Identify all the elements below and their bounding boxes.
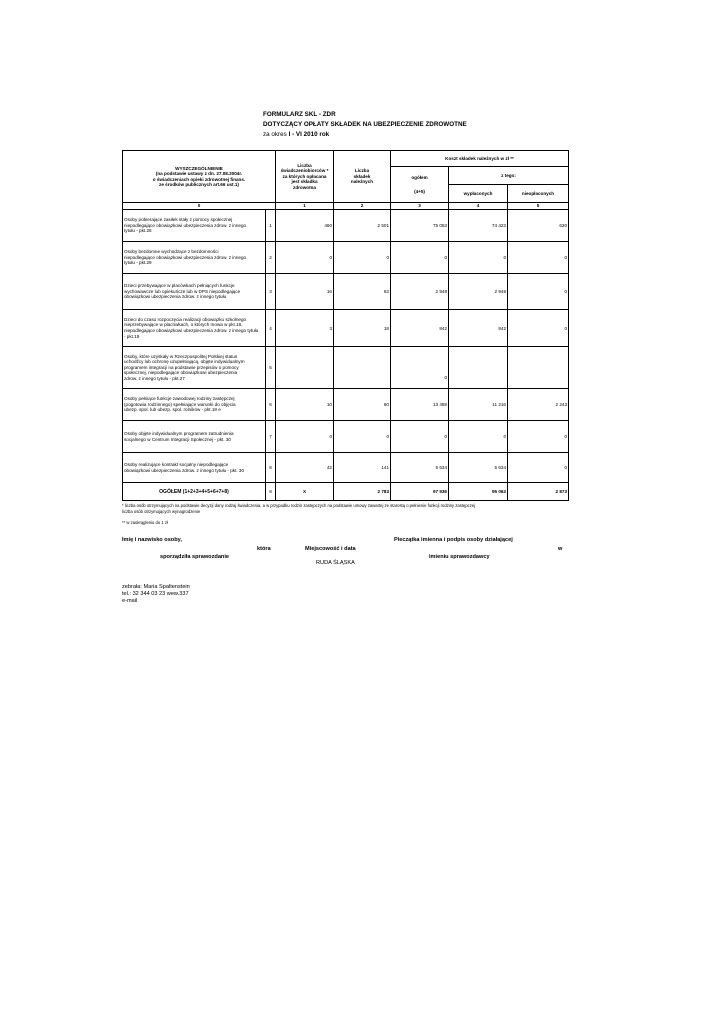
- cell-beneficiaries: [276, 347, 334, 389]
- row-desc-line: Dzieci do czasu rozpoczęcia realizacji obowiązku szkolnego: [124, 316, 247, 322]
- col-header-cost: Koszt składek należnych w zł **: [391, 151, 569, 167]
- row-desc-line: niepodlegające obowiązkowi ubezpieczenia zdrow. z innego: [124, 254, 247, 260]
- footnote-line: * liczba osób otrzymujących na podstawie decyzji dany rodzaj świadczenia, a w przypadku rodzin zastępczych na podstawie umowy zawartej ze starostą o pełnienie funkcji rodziny zastępczej: [122, 503, 476, 508]
- cell-unpaid: [508, 347, 569, 389]
- total-paid: 95 063: [449, 483, 508, 501]
- row-desc-line: uchodźcy lub ochronę uzupełniającą, objęte indywidualnym: [124, 359, 245, 365]
- table-row: [123, 210, 569, 242]
- contact-block: [122, 584, 190, 605]
- row-desc-line: Osoby bezdomne wychodzące z bezdomności: [124, 249, 219, 255]
- total-unpaid: 2 873: [508, 483, 569, 501]
- prepared-by: zebrała: Maria Spaltenstein: [122, 584, 190, 590]
- name-label: Imię i nazwisko osoby,: [122, 537, 182, 543]
- cell-contributions: 2 501: [334, 210, 391, 242]
- index-cell: 2: [334, 203, 391, 210]
- col-header-line: Liczba: [354, 168, 370, 174]
- col-header-beneficiaries: [276, 151, 334, 203]
- cell-total: 842: [391, 310, 449, 347]
- col-header-total: [391, 167, 449, 203]
- row-desc-line: socjalnego w Centrum Integracji Społecznej - pkt. 30: [124, 436, 231, 442]
- place-date-label: Miejscowość i data: [305, 546, 356, 552]
- row-desc-line: - pkt.19: [124, 333, 140, 339]
- footnote-line: liczba osób otrzymujących wynagrodzenie: [122, 508, 201, 514]
- footnote-rounding: ** w zaokrągleniu do 1 zł: [122, 520, 168, 525]
- cell-paid: 0: [449, 242, 508, 274]
- row-desc-line: Osoby, które uzyskały w Rzeczpospolitej Polskiej status: [124, 353, 238, 359]
- col-header-desc-line: ze środków publicznych art.66 ust.1): [159, 181, 239, 187]
- period-value: I - VI 2010 rok: [288, 131, 330, 138]
- row-desc-line: Osoby objęte indywidualnym programem zatrudnienia: [124, 430, 234, 436]
- form-subtitle: DOTYCZĄCY OPŁATY SKŁADEK NA UBEZPIECZENIE ZDROWOTNE: [263, 121, 467, 128]
- stamp-label-2: imieniu sprawozdawcy: [429, 554, 490, 560]
- cell-contributions: 63: [334, 274, 391, 310]
- cell-unpaid: 0: [508, 242, 569, 274]
- cell-paid: 2 948: [449, 274, 508, 310]
- row-desc-line: wychowawcze lub opiekuńcze lub w DPS niepodlegające: [124, 288, 241, 294]
- row-description: [123, 242, 266, 274]
- col-header-desc-line: (na podstawie ustawy z dn. 27.08.2004r.: [155, 171, 243, 177]
- row-number: 6: [266, 389, 276, 421]
- col-header-desc-line: o świadczeniach opieki zdrowotnej finans.: [152, 176, 246, 182]
- contributions-table: [122, 150, 569, 501]
- place-value: RUDA ŚLĄSKA: [316, 560, 355, 566]
- index-cell: 0: [123, 203, 276, 210]
- cell-contributions: 18: [334, 310, 391, 347]
- row-desc-line: zdrow. z innego tytułu - pkt.27: [124, 375, 185, 381]
- row-description: [123, 421, 266, 453]
- cell-contributions: 60: [334, 389, 391, 421]
- table-row: [123, 421, 569, 453]
- cell-total: 75 053: [391, 210, 449, 242]
- row-desc-line: ubezp. spol. lub ubezp. spol. rolników - pkt.18 e: [124, 407, 221, 413]
- row-description: [123, 310, 266, 347]
- cell-paid: 11 216: [449, 389, 508, 421]
- which-label: która: [257, 546, 271, 552]
- table-row: [123, 389, 569, 421]
- col-header-line: świadczeniobiorców *: [280, 168, 329, 174]
- cell-unpaid: 2 243: [508, 389, 569, 421]
- prepared-label: sporządziła sprawozdanie: [160, 554, 230, 560]
- cell-paid: 74 423: [449, 210, 508, 242]
- total-cost: 97 936: [391, 483, 449, 501]
- cell-paid: 5 634: [449, 453, 508, 483]
- row-desc-line: Osoby pełniące funkcje zawodowej rodziny zastępczej: [124, 396, 235, 402]
- cell-unpaid: 0: [508, 453, 569, 483]
- total-beneficiaries: X: [276, 483, 334, 501]
- cell-paid: 0: [449, 421, 508, 453]
- cell-contributions: 0: [334, 421, 391, 453]
- cell-beneficiaries: 10: [276, 389, 334, 421]
- index-cell: 3: [391, 203, 449, 210]
- col-header-contributions: [334, 151, 391, 203]
- row-number: 2: [266, 242, 276, 274]
- col-header-description: [123, 151, 276, 203]
- col-header-line: zdrowotna: [293, 184, 316, 190]
- row-number: 1: [266, 210, 276, 242]
- cell-total: 0: [391, 242, 449, 274]
- col-header-line: składek: [353, 173, 371, 179]
- cell-total: 0: [391, 421, 449, 453]
- cell-contributions: [334, 347, 391, 389]
- row-desc-line: niepodlegające obowiązkowi ubezpieczenia zdrow. z innego tytułu: [124, 328, 259, 333]
- row-number: 7: [266, 421, 276, 453]
- row-description: [123, 347, 266, 389]
- period-prefix: za okres: [263, 131, 287, 138]
- col-header-line: Liczba: [297, 162, 312, 168]
- index-cell: 5: [508, 203, 569, 210]
- row-desc-line: Osoby pobierające zasiłek stały z pomocy społecznej: [124, 217, 233, 223]
- row-number: 3: [266, 274, 276, 310]
- cell-unpaid: 0: [508, 274, 569, 310]
- cell-total: 0: [391, 347, 449, 389]
- cell-beneficiaries: 16: [276, 274, 334, 310]
- total-contributions: 2 783: [334, 483, 391, 501]
- cell-beneficiaries: 460: [276, 210, 334, 242]
- total-number: 9: [266, 483, 276, 501]
- row-desc-line: Osoby realizujące kontrakt socjalny niepodlegające: [124, 461, 229, 467]
- col-header-desc-line: WYSZCZEGÓLNIENIE: [175, 165, 223, 171]
- row-number: 4: [266, 310, 276, 347]
- cell-paid: [449, 347, 508, 389]
- cell-beneficiaries: 42: [276, 453, 334, 483]
- col-header-line: ogółem: [411, 175, 428, 181]
- cell-total: 2 948: [391, 274, 449, 310]
- col-header-of-which: z tego:: [449, 167, 569, 185]
- row-number: 8: [266, 453, 276, 483]
- col-header-line: za których opłacana: [282, 173, 327, 179]
- row-desc-line: niepodlegające obowiązkowi ubezpieczenia zdrow. z innego: [124, 222, 247, 228]
- row-desc-line: tytułu - pkt.29: [124, 260, 152, 266]
- index-cell: 1: [276, 203, 334, 210]
- row-desc-line: obowiązkowi ubezpieczenia zdrow. z innego tytułu - pkt. 30: [124, 467, 245, 473]
- row-desc-line: nieprzebywające w placówkach, o których mowa w pkt.18,: [124, 322, 243, 328]
- col-header-line: jest składka: [291, 179, 318, 185]
- cell-total: 5 634: [391, 453, 449, 483]
- row-desc-line: tytułu - pkt.26: [124, 228, 152, 234]
- col-header-unpaid: nieopłaconych: [508, 185, 569, 203]
- cell-paid: 842: [449, 310, 508, 347]
- cell-unpaid: 0: [508, 421, 569, 453]
- row-desc-line: Dzieci przebywające w placówkach pełniących funkcje: [124, 283, 235, 289]
- period-line: [263, 130, 329, 139]
- cell-beneficiaries: 0: [276, 421, 334, 453]
- col-header-line: należnych: [350, 179, 374, 185]
- row-desc-line: obowiązkowi ubezpieczenia zdrow. z innego tytułu: [124, 294, 227, 300]
- cell-beneficiaries: 0: [276, 242, 334, 274]
- row-description: [123, 210, 266, 242]
- col-header-paid: wypłaconych: [449, 185, 508, 203]
- table-row: [123, 274, 569, 310]
- index-cell: 4: [449, 203, 508, 210]
- table-row: [123, 347, 569, 389]
- row-desc-line: (pogotowia rodzinnego) spełniające warunki do objęcia: [124, 401, 236, 407]
- row-desc-line: programem integracji na podstawie przepisów o pomocy: [124, 364, 239, 370]
- row-desc-line: społecznej, niepodlegające obowiązkowi ubezpieczenia: [124, 370, 238, 376]
- stamp-label: Pieczątka imienna i podpis osoby działającej: [394, 537, 513, 543]
- row-number: 5: [266, 347, 276, 389]
- on-behalf-label: w: [558, 546, 563, 552]
- row-description: [123, 274, 266, 310]
- cell-unpaid: 0: [508, 310, 569, 347]
- cell-unpaid: 630: [508, 210, 569, 242]
- total-row: [123, 483, 569, 501]
- phone: tel.: 32 344 03 23 wew.337: [122, 591, 189, 597]
- form-title: FORMULARZ SKL - ZDR: [263, 111, 336, 118]
- table-row: [123, 242, 569, 274]
- cell-beneficiaries: 3: [276, 310, 334, 347]
- row-description: [123, 453, 266, 483]
- table-row: [123, 310, 569, 347]
- col-header-line: (4+5): [414, 188, 425, 194]
- cell-contributions: 141: [334, 453, 391, 483]
- table-row: [123, 453, 569, 483]
- row-description: [123, 389, 266, 421]
- cell-total: 13 459: [391, 389, 449, 421]
- cell-contributions: 0: [334, 242, 391, 274]
- email-label: e-mail: [122, 598, 138, 604]
- total-label: OGÓŁEM (1+2+3+4+5+6+7+8): [123, 483, 266, 501]
- footnote-beneficiaries: [122, 503, 582, 514]
